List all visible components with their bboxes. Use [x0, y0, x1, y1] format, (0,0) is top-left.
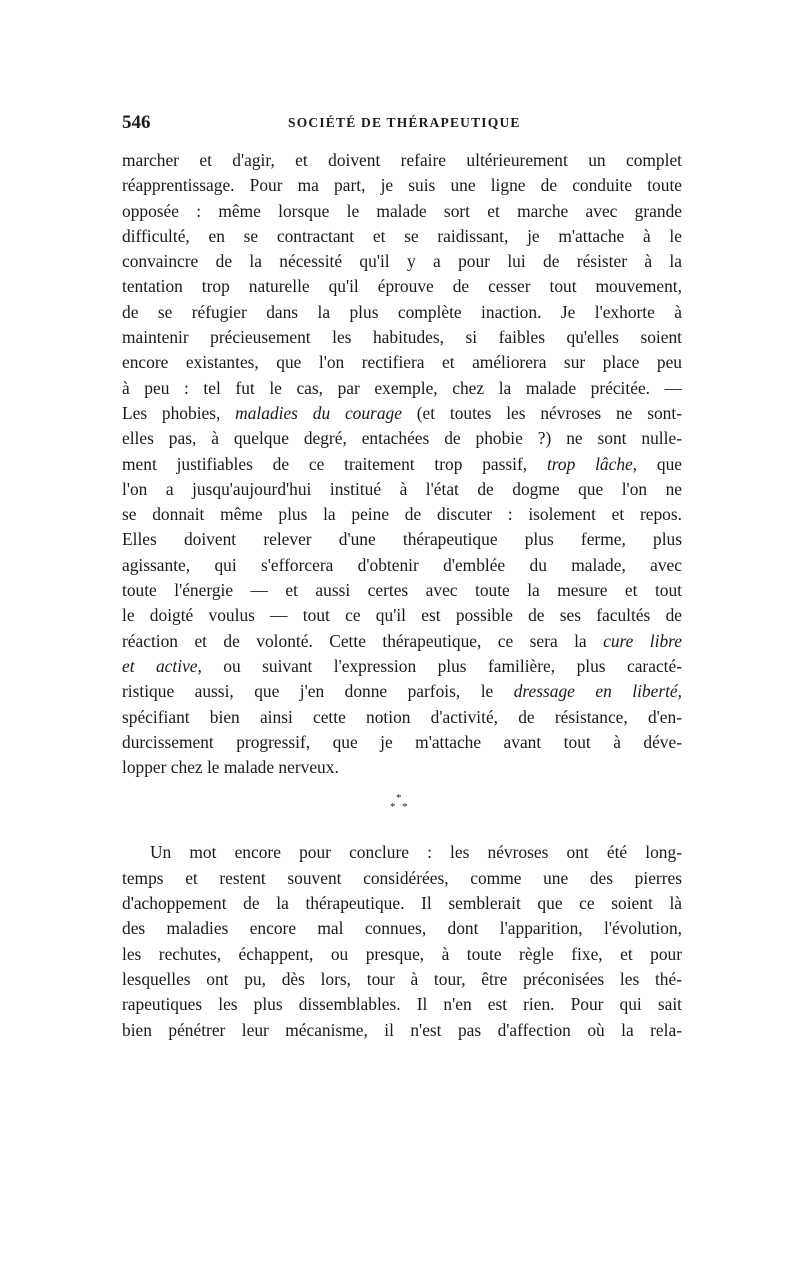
text-line: se donnait même plus la peine de discuter : isolement et repos.	[122, 504, 682, 525]
text-run: ou suivant l'expression plus familière, plus caracté-	[201, 655, 683, 676]
text-line: lesquelles ont pu, dès lors, tour à tour, être préconisées les thé-	[122, 968, 682, 989]
text-line: rapeutiques les plus dissemblables. Il n'en est rien. Pour qui sait	[122, 994, 682, 1015]
text-line: les rechutes, échappent, ou presque, à toute règle fixe, et pour	[122, 943, 682, 964]
text-line: d'achoppement de la thérapeutique. Il semblerait que ce soient là	[122, 893, 682, 914]
text-line: réapprentissage. Pour ma part, je suis une ligne de conduite toute	[122, 175, 682, 196]
text-line: Elles doivent relever d'une thérapeutique plus ferme, plus	[122, 529, 682, 550]
page-number: 546	[122, 112, 151, 133]
text-line: marcher et d'agir, et doivent refaire ultérieurement un complet	[122, 150, 682, 170]
text-line: le doigté voulus — tout ce qu'il est possible de ses facultés de	[122, 605, 682, 626]
italic-phrase: dressage en liberté,	[513, 681, 682, 702]
text-line: bien pénétrer leur mécanisme, il n'est pas d'affection où la rela-	[122, 1019, 682, 1040]
italic-phrase: cure libre	[603, 630, 682, 651]
text-line: lopper chez le malade nerveux.	[122, 757, 339, 778]
asterism-stars-bottom: * *	[390, 801, 410, 814]
text-line: toute l'énergie — et aussi certes avec toute la mesure et tout	[122, 580, 682, 601]
italic-phrase: trop lâche,	[546, 453, 638, 474]
text-line	[122, 629, 682, 654]
text-line: agissante, qui s'efforcera d'obtenir d'emblée du malade, avec	[122, 554, 682, 575]
text-line: difficulté, en se contractant et se raidissant, je m'attache à le	[122, 225, 682, 246]
text-line: spécifiant bien ainsi cette notion d'activité, de résistance, d'en-	[122, 706, 682, 727]
text-line: elles pas, à quelque degré, entachées de phobie ?) ne sont nulle-	[122, 428, 682, 449]
paragraph-2	[122, 840, 682, 1042]
text-run: ment justifiables de ce traitement trop passif,	[122, 453, 547, 474]
text-line: l'on a jusqu'aujourd'hui institué à l'état de dogme que l'on ne	[122, 478, 682, 499]
text-line: Un mot encore pour conclure : les névroses ont été long-	[150, 842, 682, 863]
text-run: réaction et de volonté. Cette thérapeutique, ce sera la	[122, 630, 604, 651]
text-run: Les phobies,	[122, 402, 236, 423]
text-line	[122, 654, 682, 679]
text-line	[122, 679, 682, 704]
book-page	[122, 112, 682, 1043]
text-line: tentation trop naturelle qu'il éprouve de cesser tout mouvement,	[122, 276, 682, 297]
text-line: des maladies encore mal connues, dont l'apparition, l'évolution,	[122, 918, 682, 939]
text-run: ristique aussi, que j'en donne parfois, le	[122, 681, 514, 702]
asterism-separator	[122, 780, 682, 840]
text-line: opposée : même lorsque le malade sort et marche avec grande	[122, 200, 682, 221]
asterism-star-top: *	[396, 792, 402, 805]
text-line: encore existantes, que l'on rectifiera et améliorera sur place peu	[122, 352, 682, 373]
text-line: durcissement progressif, que je m'attache avant tout à déve-	[122, 731, 682, 752]
paragraph-1	[122, 148, 682, 780]
text-run: (et toutes les névroses ne sont-	[401, 402, 682, 423]
italic-phrase: et active,	[122, 655, 202, 676]
text-line: convaincre de la nécessité qu'il y a pour lui de résister à la	[122, 251, 682, 272]
text-line	[122, 401, 682, 426]
running-title: SOCIÉTÉ DE THÉRAPEUTIQUE	[288, 115, 521, 130]
text-line: à peu : tel fut le cas, par exemple, chez la malade précitée. —	[122, 377, 682, 398]
italic-phrase: maladies du courage	[235, 402, 402, 423]
text-line: maintenir précieusement les habitudes, si faibles qu'elles soient	[122, 327, 682, 348]
text-line	[122, 452, 682, 477]
page-header	[122, 112, 682, 148]
text-line: de se réfugier dans la plus complète inaction. Je l'exhorte à	[122, 301, 682, 322]
text-line: temps et restent souvent considérées, comme une des pierres	[122, 867, 682, 888]
text-run: que	[637, 453, 682, 474]
